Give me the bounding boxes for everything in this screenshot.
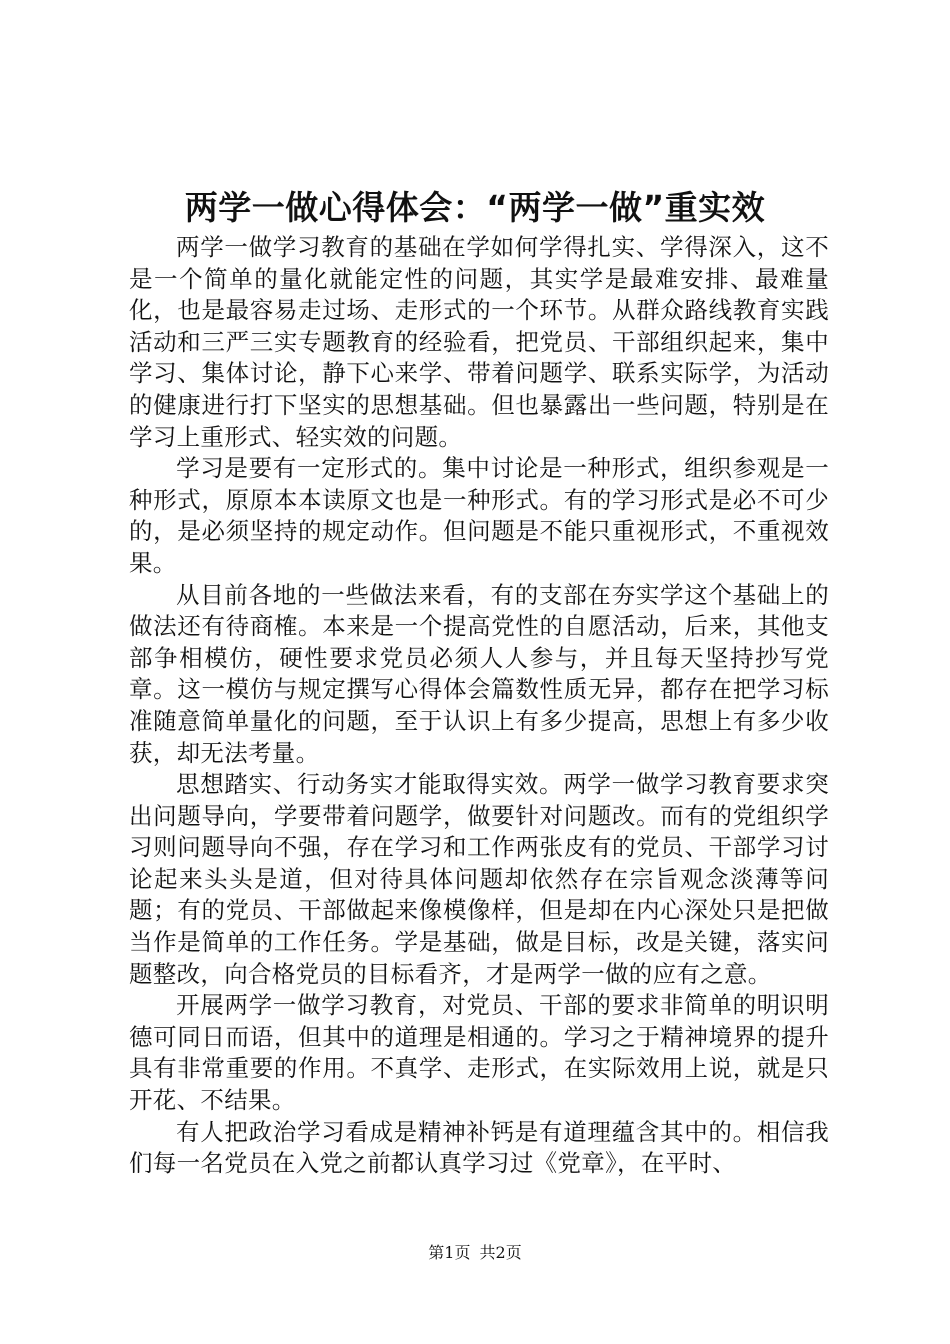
- document-body: [129, 232, 829, 1180]
- paragraph: 学习是要有一定形式的。集中讨论是一种形式，组织参观是一种形式，原原本本读原文也是一种形式。有的学习形式是必不可少的，是必须坚持的规定动作。但问题是不能只重视形式，不重视效果。: [129, 454, 829, 577]
- page-footer: [0, 1241, 950, 1265]
- page-number: 第1页: [428, 1243, 471, 1262]
- paragraph: 从目前各地的一些做法来看，有的支部在夯实学这个基础上的做法还有待商榷。本来是一个提高党性的自愿活动，后来，其他支部争相模仿，硬性要求党员必须人人参与，并且每天坚持抄写党章。这一模仿与规定撰写心得体会篇数性质无异，都存在把学习标准随意简单量化的问题，至于认识上有多少提高，思想上有多少收获，却无法考量。: [129, 580, 829, 767]
- document-title: 两学一做心得体会：“两学一做”重实效: [184, 188, 766, 227]
- page-total: 共2页: [479, 1243, 522, 1262]
- paragraph: 开展两学一做学习教育，对党员、干部的要求非简单的明识明德可同日而语，但其中的道理是相通的。学习之于精神境界的提升具有非常重要的作用。不真学、走形式，在实际效用上说，就是只开花、不结果。: [129, 991, 829, 1115]
- paragraph: 两学一做学习教育的基础在学如何学得扎实、学得深入，这不是一个简单的量化就能定性的问题，其实学是最难安排、最难量化，也是最容易走过场、走形式的一个环节。从群众路线教育实践活动和三严三实专题教育的经验看，把党员、干部组织起来，集中学习、集体讨论，静下心来学、带着问题学、联系实际学，为活动的健康进行打下坚实的思想基础。但也暴露出一些问题，特别是在学习上重形式、轻实效的问题。: [129, 233, 829, 451]
- paragraph: 有人把政治学习看成是精神补钙是有道理蕴含其中的。相信我们每一名党员在入党之前都认真学习过《党章》，在平时、: [129, 1117, 829, 1178]
- paragraph: 思想踏实、行动务实才能取得实效。两学一做学习教育要求突出问题导向，学要带着问题学，做要针对问题改。而有的党组织学习则问题导向不强，存在学习和工作两张皮有的党员、干部学习讨论起来头头是道，但对待具体问题却依然存在宗旨观念淡薄等问题；有的党员、干部做起来像模像样，但是却在内心深处只是把做当作是简单的工作任务。学是基础，做是目标，改是关键，落实问题整改，向合格党员的目标看齐，才是两学一做的应有之意。: [129, 770, 829, 988]
